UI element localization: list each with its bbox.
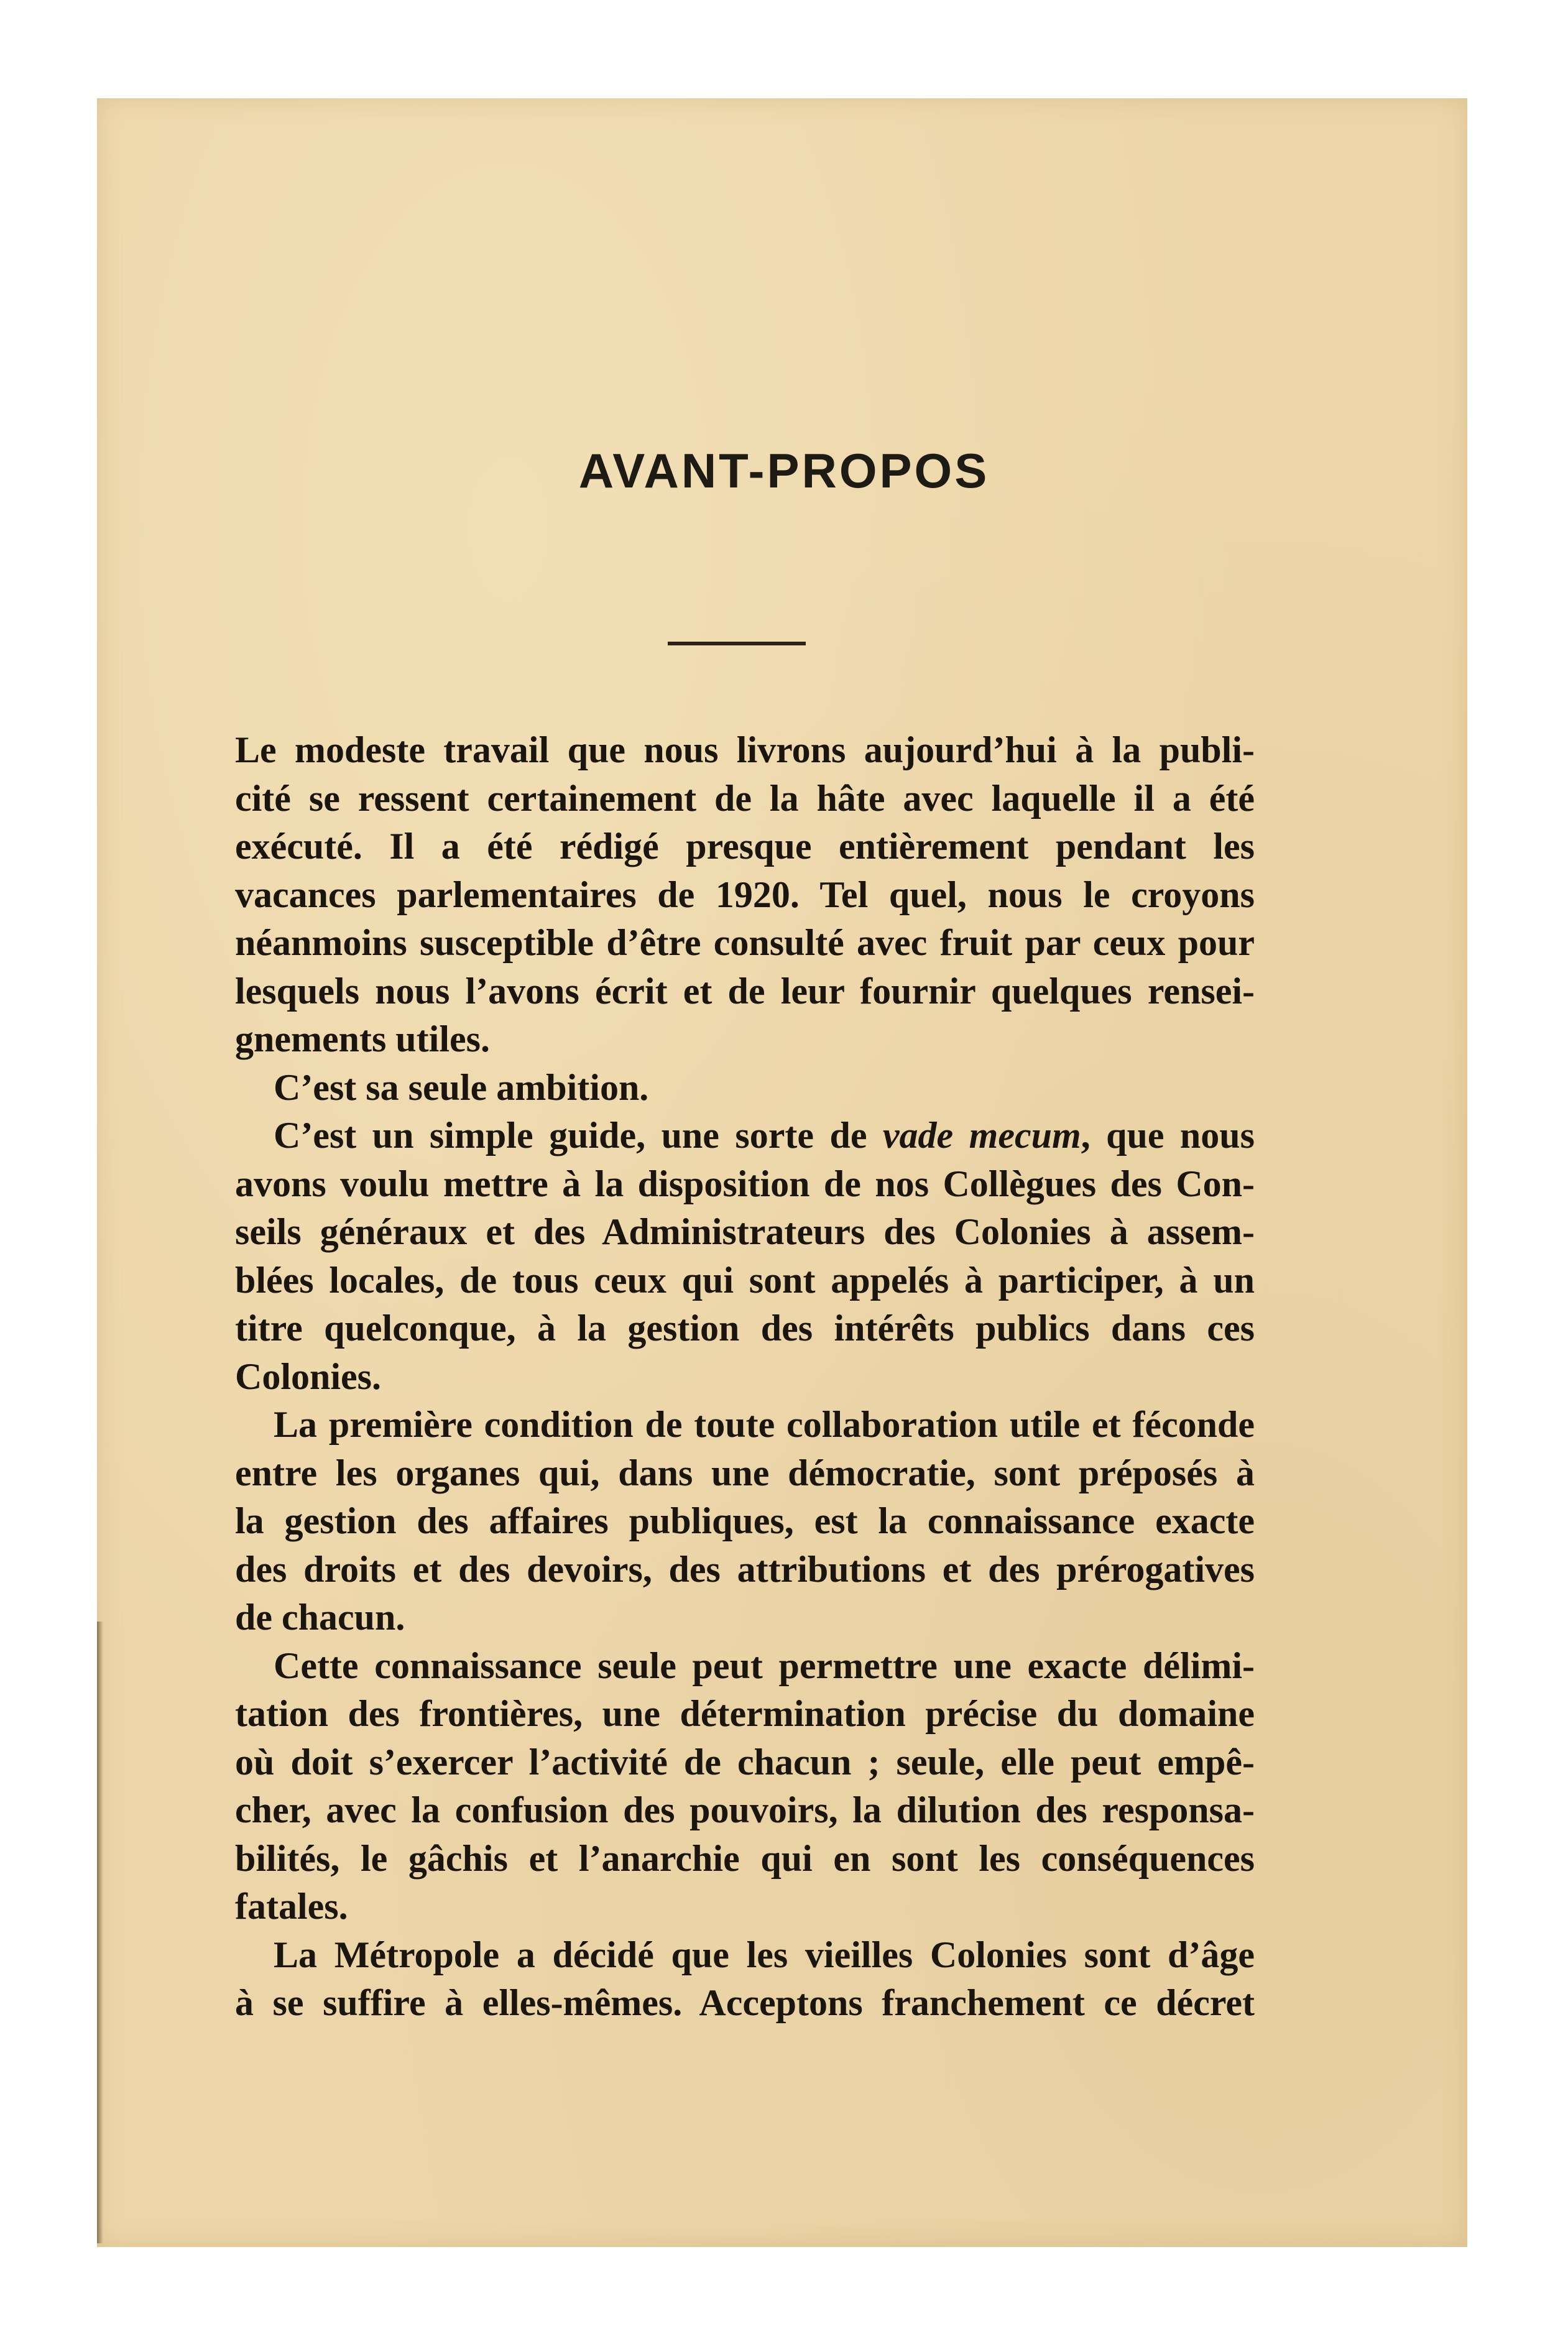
text-line: Le modeste travail que nous livrons aujourd’hui à la publi-: [235, 729, 1255, 770]
text-segment: C’est un simple guide, une sorte de: [274, 1115, 867, 1156]
text-line: La Métropole a décidé que les vieilles Colonies sont d’âge: [274, 1934, 1255, 1975]
text-line: Colonies.: [235, 1355, 382, 1397]
text-line: la gestion des affaires publiques, est la connaissance exacte: [235, 1500, 1255, 1541]
text-line: néanmoins susceptible d’être consulté avec fruit par ceux pour: [235, 922, 1255, 963]
text-line: à se suffire à elles-mêmes. Acceptons franchement ce décret: [235, 1982, 1255, 2023]
page-title: AVANT-PROPOS: [578, 443, 990, 498]
text-line: Cette connaissance seule peut permettre une exacte délimi-: [274, 1645, 1255, 1686]
text-line: blées locales, de tous ceux qui sont appelés à participer, à un: [235, 1259, 1255, 1301]
text-segment: , que nous: [1081, 1115, 1255, 1156]
text-line: exécuté. Il a été rédigé presque entièrement pendant les: [235, 826, 1255, 867]
text-line: où doit s’exercer l’activité de chacun ; seule, elle peut empê-: [235, 1741, 1255, 1783]
page-edge-shadow: [97, 1622, 103, 2243]
text-line: de chacun.: [235, 1597, 405, 1638]
text-line: vacances parlementaires de 1920. Tel quel, nous le croyons: [235, 874, 1255, 915]
text-line: cher, avec la confusion des pouvoirs, la dilution des responsa-: [235, 1789, 1255, 1830]
text-line: avons voulu mettre à la disposition de nos Collègues des Con-: [235, 1163, 1255, 1204]
text-line: C’est sa seule ambition.: [274, 1066, 649, 1108]
text-line: bilités, le gâchis et l’anarchie qui en sont les conséquences: [235, 1837, 1255, 1879]
text-line: tation des frontières, une détermination précise du domaine: [235, 1693, 1255, 1734]
italic-phrase: vade mecum: [882, 1115, 1081, 1156]
text-line-with-italic: [235, 1112, 1255, 1160]
text-line: La première condition de toute collaboration utile et féconde: [274, 1404, 1255, 1445]
text-line: gnements utiles.: [235, 1018, 490, 1059]
text-line: cité se ressent certainement de la hâte avec laquelle il a été: [235, 777, 1255, 819]
text-line: seils généraux et des Administrateurs des Colonies à assem-: [235, 1211, 1255, 1252]
title-rule: [668, 642, 806, 645]
text-line: titre quelconque, à la gestion des intérêts publics dans ces: [235, 1308, 1255, 1349]
text-line: entre les organes qui, dans une démocratie, sont préposés à: [235, 1452, 1255, 1493]
text-line: lesquels nous l’avons écrit et de leur fournir quelques rensei-: [235, 970, 1255, 1012]
body-text: [235, 726, 1255, 2028]
text-line: fatales.: [235, 1886, 348, 1927]
text-line: des droits et des devoirs, des attributions et des prérogatives: [235, 1548, 1255, 1590]
